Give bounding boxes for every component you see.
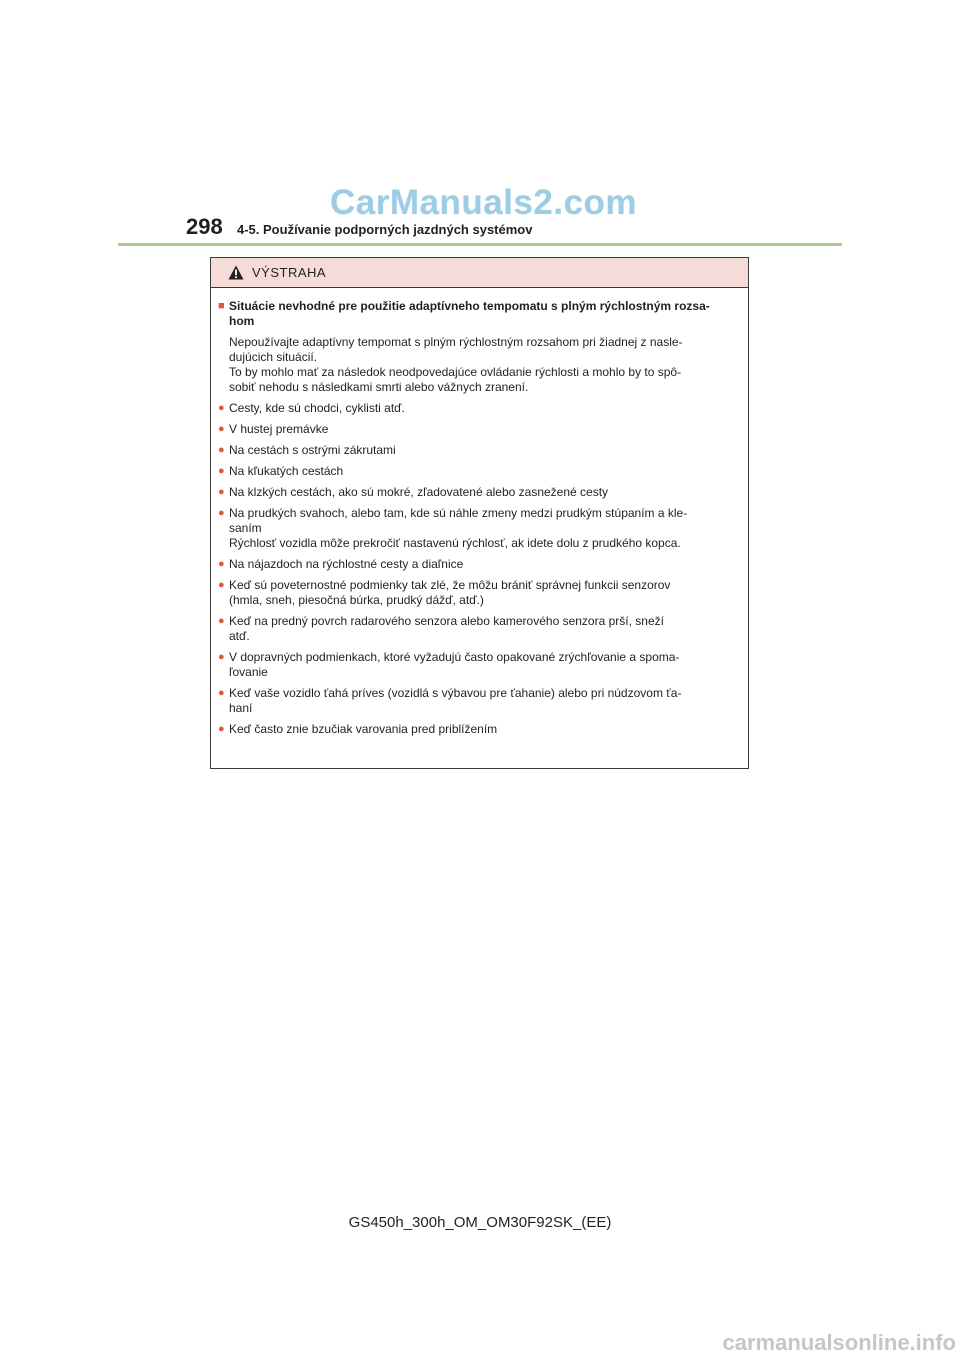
text-line: Situácie nevhodné pre použitie adaptívneho tempomatu s plným rýchlostným rozsa- [229,299,710,313]
list-item-text [229,557,741,572]
text-line: dujúcich situácií. [229,350,318,364]
warning-bullet-list [218,401,741,737]
list-item [218,506,741,551]
bullet-dot-icon: ● [218,465,225,477]
text-line: V dopravných podmienkach, ktoré vyžadujú často opakované zrýchľovanie a spoma- [229,650,680,664]
list-item-text [229,650,741,680]
text-line: hom [229,314,255,328]
warning-triangle-icon [228,265,244,280]
warning-paragraph [218,335,741,395]
square-bullet-icon: ■ [218,300,225,312]
list-item-text [229,686,741,716]
list-item [218,464,741,479]
text-line: Nepoužívajte adaptívny tempomat s plným rýchlostným rozsahom pri žiadnej z nasle- [229,335,683,349]
bullet-dot-icon: ● [218,423,225,435]
text-line: Na nájazdoch na rýchlostné cesty a diaľnice [229,557,464,571]
list-item [218,650,741,680]
text-line: Rýchlosť vozidla môže prekročiť nastavenú rýchlosť, ak idete dolu z prudkého kopca. [229,536,681,550]
text-line: (hmla, sneh, piesočná búrka, prudký dážď, atď.) [229,593,484,607]
list-item-text [229,464,741,479]
list-item [218,557,741,572]
text-line: Keď sú poveternostné podmienky tak zlé, že môžu brániť správnej funkcii senzorov [229,578,671,592]
text-line: haní [229,701,253,715]
bullet-dot-icon: ● [218,651,225,663]
text-line: sobiť nehodu s následkami smrti alebo vážnych zranení. [229,380,529,394]
list-item-text [229,578,741,608]
list-item-text [229,401,741,416]
text-line: atď. [229,629,250,643]
watermark-logo: CarManuals2.com [330,183,638,222]
text-line: To by mohlo mať za následok neodpovedajúce ovládanie rýchlosti a mohlo by to spô- [229,365,682,379]
bullet-dot-icon: ● [218,402,225,414]
text-line: Na cestách s ostrými zákrutami [229,443,396,457]
text-line: Na kľukatých cestách [229,464,344,478]
text-line: ľovanie [229,665,268,679]
page-number: 298 [186,214,223,239]
document-id: GS450h_300h_OM_OM30F92SK_(EE) [348,1214,612,1231]
bullet-dot-icon: ● [218,723,225,735]
text-line: V hustej premávke [229,422,329,436]
warning-body [211,288,748,737]
list-item [218,485,741,500]
bullet-dot-icon: ● [218,486,225,498]
warning-subhead [218,299,741,329]
bullet-dot-icon: ● [218,507,225,519]
watermark-footer: carmanualsonline.info [722,1330,956,1355]
text-line: Na prudkých svahoch, alebo tam, kde sú náhle zmeny medzi prudkým stúpaním a kle- [229,506,688,520]
list-item [218,401,741,416]
list-item [218,722,741,737]
bullet-dot-icon: ● [218,579,225,591]
list-item [218,614,741,644]
list-item-text [229,506,741,551]
list-item-text [229,485,741,500]
warning-subhead-text [229,299,710,329]
bullet-dot-icon: ● [218,615,225,627]
list-item [218,422,741,437]
text-line: Keď často znie bzučiak varovania pred priblížením [229,722,498,736]
text-line: Keď vaše vozidlo ťahá príves (vozidlá s výbavou pre ťahanie) alebo pri núdzovom ťa- [229,686,682,700]
warning-box [210,257,749,769]
list-item-text [229,443,741,458]
bullet-dot-icon: ● [218,687,225,699]
bullet-dot-icon: ● [218,444,225,456]
list-item-text [229,614,741,644]
list-item [218,578,741,608]
header-divider [118,243,842,246]
list-item-text [229,722,741,737]
list-item [218,443,741,458]
warning-label: VÝSTRAHA [252,265,327,280]
bullet-dot-icon: ● [218,558,225,570]
text-line: Cesty, kde sú chodci, cyklisti atď. [229,401,405,415]
list-item [218,686,741,716]
list-item-text [229,422,741,437]
warning-header [211,258,748,288]
text-line: Na klzkých cestách, ako sú mokré, zľadovatené alebo zasnežené cesty [229,485,609,499]
section-title: 4-5. Používanie podporných jazdných systémov [237,222,533,237]
text-line: Keď na predný povrch radarového senzora alebo kamerového senzora prší, sneží [229,614,664,628]
text-line: saním [229,521,262,535]
